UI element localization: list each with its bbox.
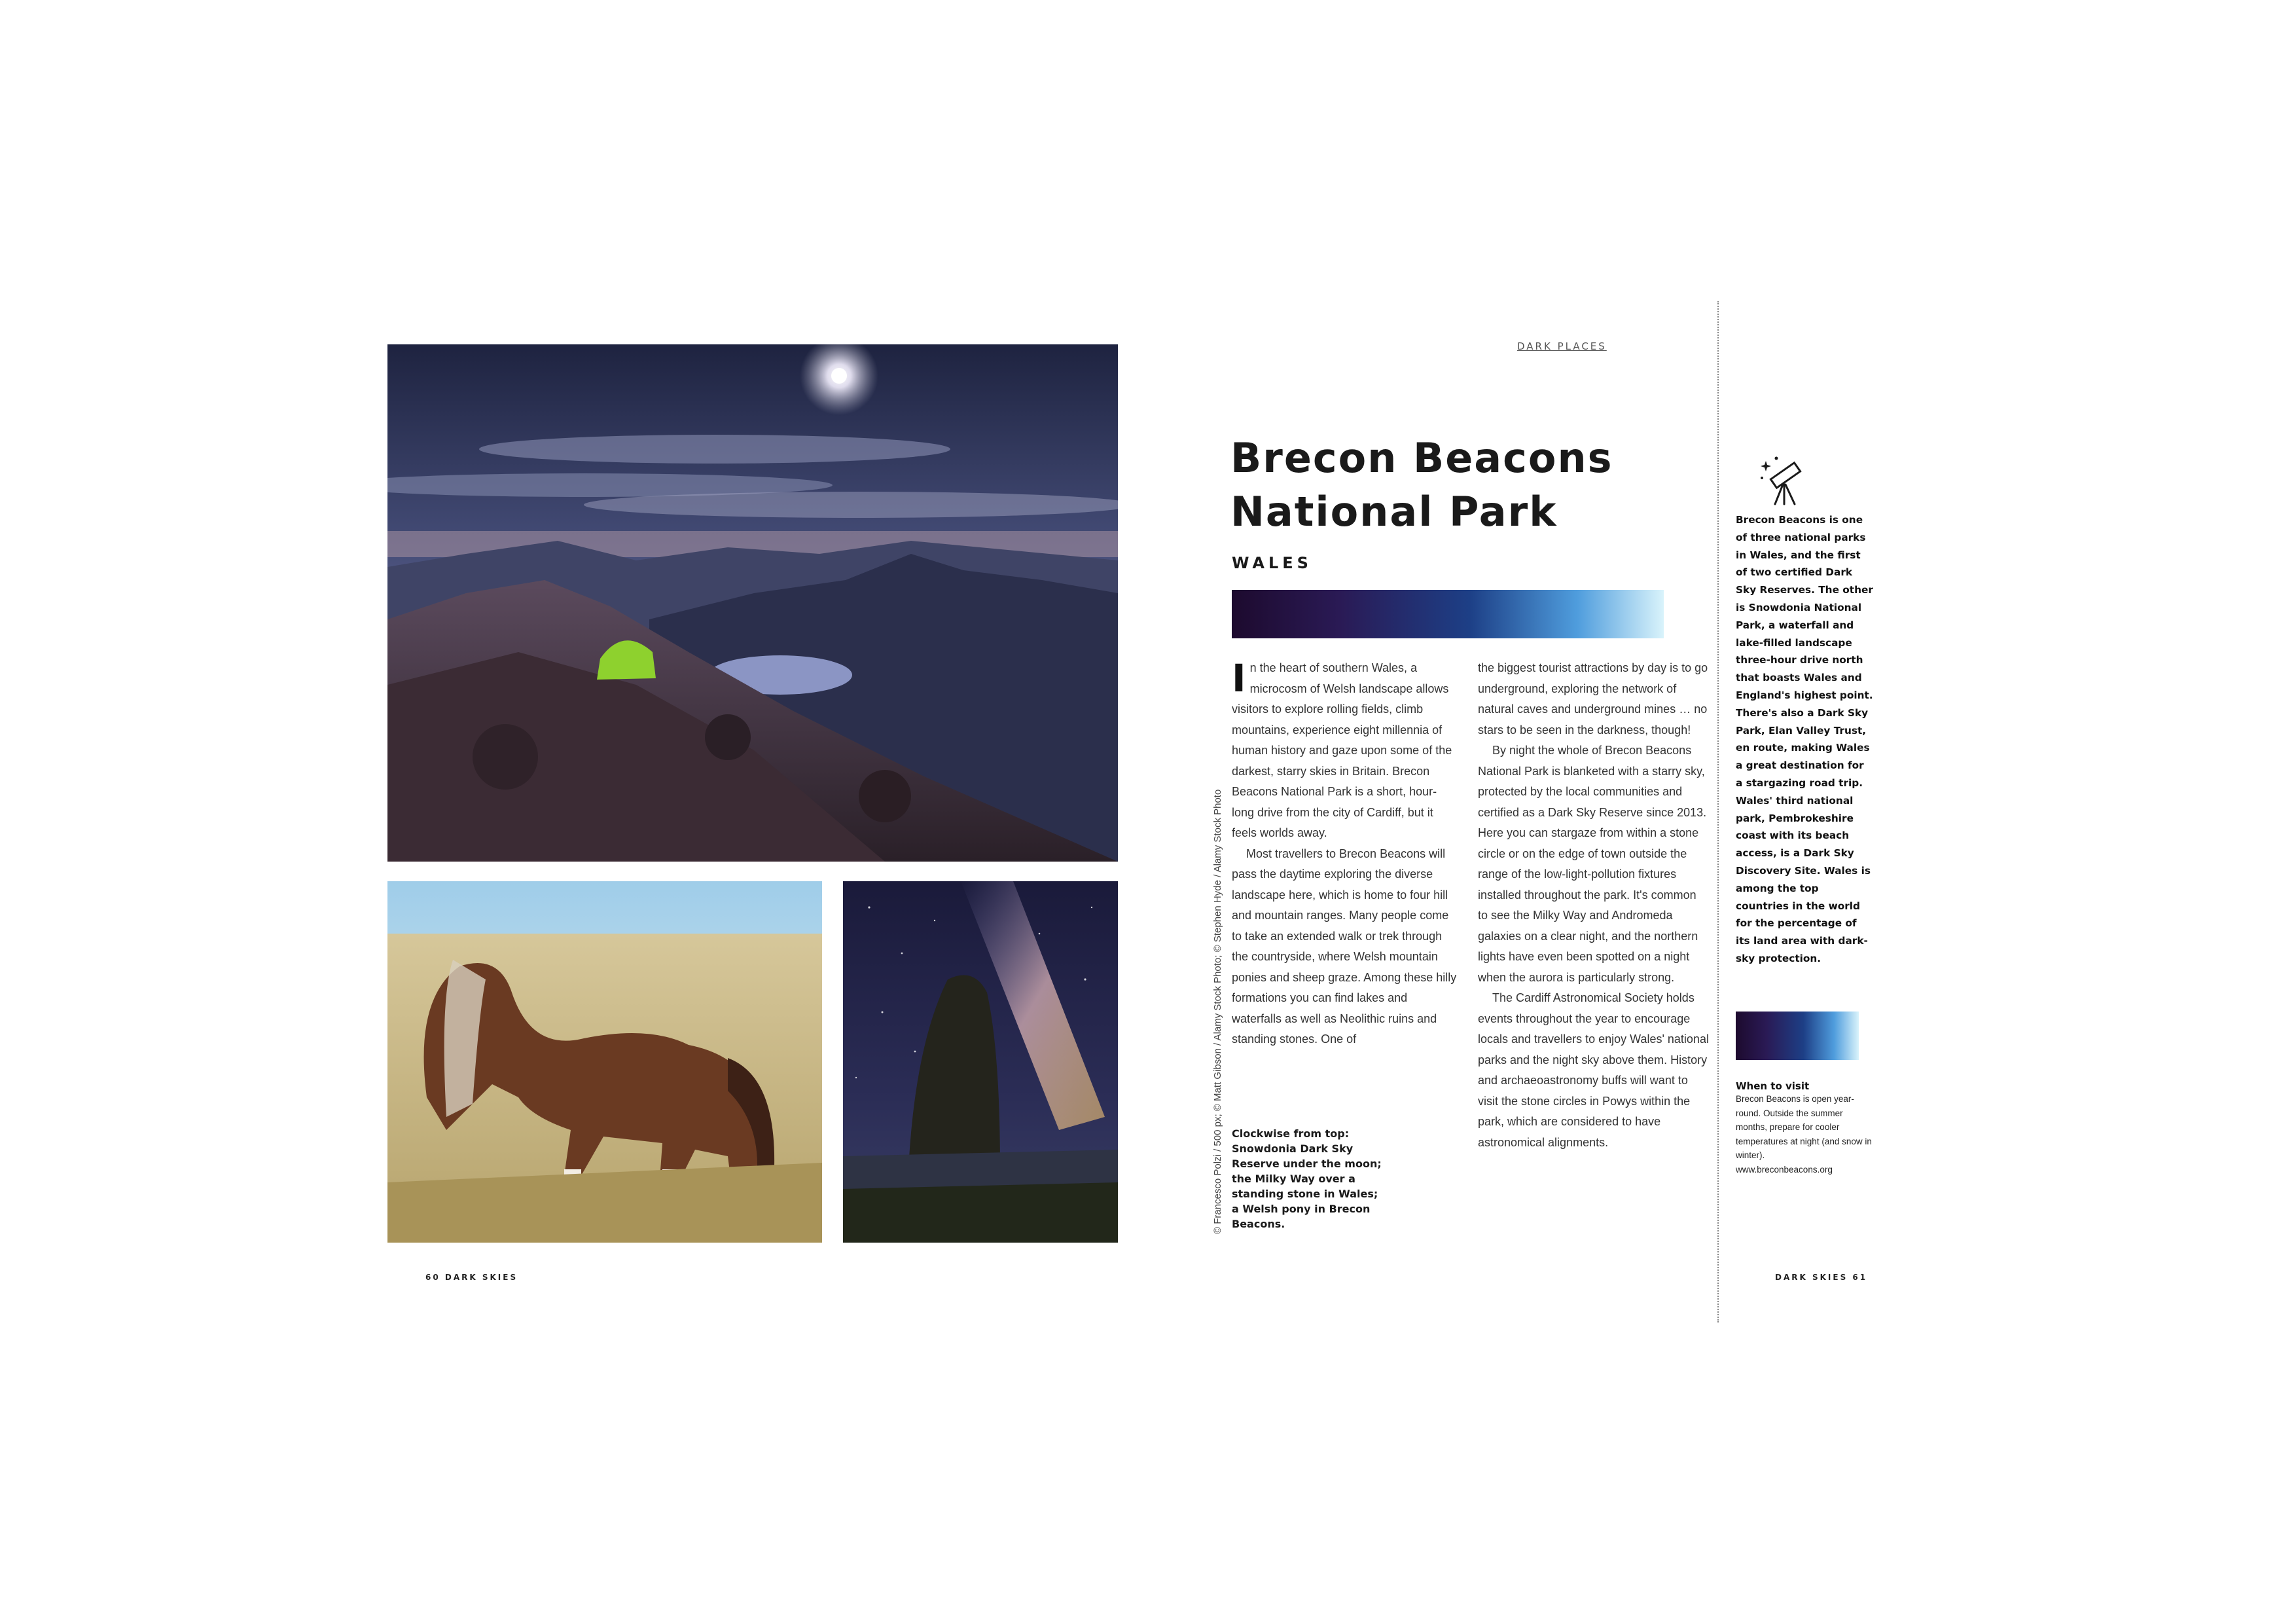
telescope-icon (1757, 452, 1809, 511)
body-column-1 (1232, 658, 1458, 1050)
right-folio: DARK SKIES 61 (1775, 1273, 1868, 1282)
col1-paragraph-1: n the heart of southern Wales, a microcosm of Welsh landscape allows visitors to explore rolling fields, climb mountains, experience eight millennia of human history and gaze upon some of the darkest, starry skies in Britain. Brecon Beacons National Park is a short, hour-long drive from the city of Cardiff, but it feels worlds away. (1232, 661, 1452, 839)
photo-credit: © Francesco Polzi / 500 px; © Matt Gibson / Alamy Stock Photo; © Stephen Hyde / Alamy Stock Photo (1212, 789, 1223, 1234)
col2-paragraph-2: By night the whole of Brecon Beacons National Park is blanketed with a starry sky, protected by the local communities and certified as a Dark Sky Reserve since 2013. Here you can stargaze from within a stone circle or on the edge of town outside the range of the low-light-pollution fixtures installed throughout the park. It's common to see the Milky Way and Andromeda galaxies on a clear night, and the northern lights have even been spotted on a night when the aurora is particularly strong. (1478, 744, 1707, 984)
when-to-visit-heading: When to visit (1736, 1080, 1810, 1092)
photo-welsh-pony (387, 881, 822, 1243)
title-line-1: Brecon Beacons (1230, 434, 1613, 482)
when-to-visit (1736, 1080, 1873, 1176)
col2-paragraph-1: the biggest tourist attractions by day is to go underground, exploring the network of natural caves and underground mines … no stars to be seen in the darkness, though! (1478, 661, 1708, 737)
sidebar-gradient-bar (1736, 1012, 1859, 1060)
sidebar-fact: Brecon Beacons is one of three national parks in Wales, and the first of two certified Dark Sky Reserves. The other is Snowdonia National Park, a waterfall and lake-filled landscape three-hour drive north that boasts Wales and England's highest point. There's also a Dark Sky Park, Elan Valley Trust, en route, making Wales a great destination for a stargazing road trip. Wales' third national park, Pembrokeshire coast with its beach access, is a Dark Sky Discovery Site. Wales is among the top countries in the world for the percentage of its land area with dark-sky protection. (1736, 514, 1873, 964)
section-tag: DARK PLACES (1517, 340, 1607, 352)
gradient-bar (1232, 590, 1664, 638)
photo-milky-way-stone (843, 881, 1118, 1243)
left-folio: 60 DARK SKIES (425, 1273, 518, 1282)
photo-mountain-moon (387, 344, 1118, 862)
col1-paragraph-2: Most travellers to Brecon Beacons will pass the daytime exploring the diverse landscape here, which is home to four hill and mountain ranges. Many people come to take an extended walk or trek through the countryside, where Welsh mountain ponies and sheep graze. Among these hilly formations you can find lakes and waterfalls as well as Neolithic ruins and standing stones. One of (1232, 847, 1457, 1046)
title-line-2: National Park (1230, 488, 1558, 536)
when-to-visit-text: Brecon Beacons is open year-round. Outside the summer months, prepare for cooler temperatures at night (and snow in winter). (1736, 1094, 1872, 1160)
body-column-2 (1478, 658, 1709, 1153)
article-subtitle: WALES (1232, 554, 1312, 572)
article-title (1230, 431, 1662, 539)
col2-paragraph-3: The Cardiff Astronomical Society holds events throughout the year to encourage locals and travellers to enjoy Wales' national parks and the night sky above them. History and archaeoastronomy buffs will want to visit the stone circles in Powys within the park, which are considered to have astronomical alignments. (1478, 991, 1709, 1149)
website-link[interactable]: www.breconbeacons.org (1736, 1164, 1833, 1175)
column-divider (1717, 301, 1719, 1322)
photo-caption: Clockwise from top: Snowdonia Dark Sky Reserve under the moon; the Milky Way over a standing stone in Wales; a Welsh pony in Brecon Beacons. (1232, 1127, 1382, 1230)
drop-cap: I (1232, 656, 1246, 701)
